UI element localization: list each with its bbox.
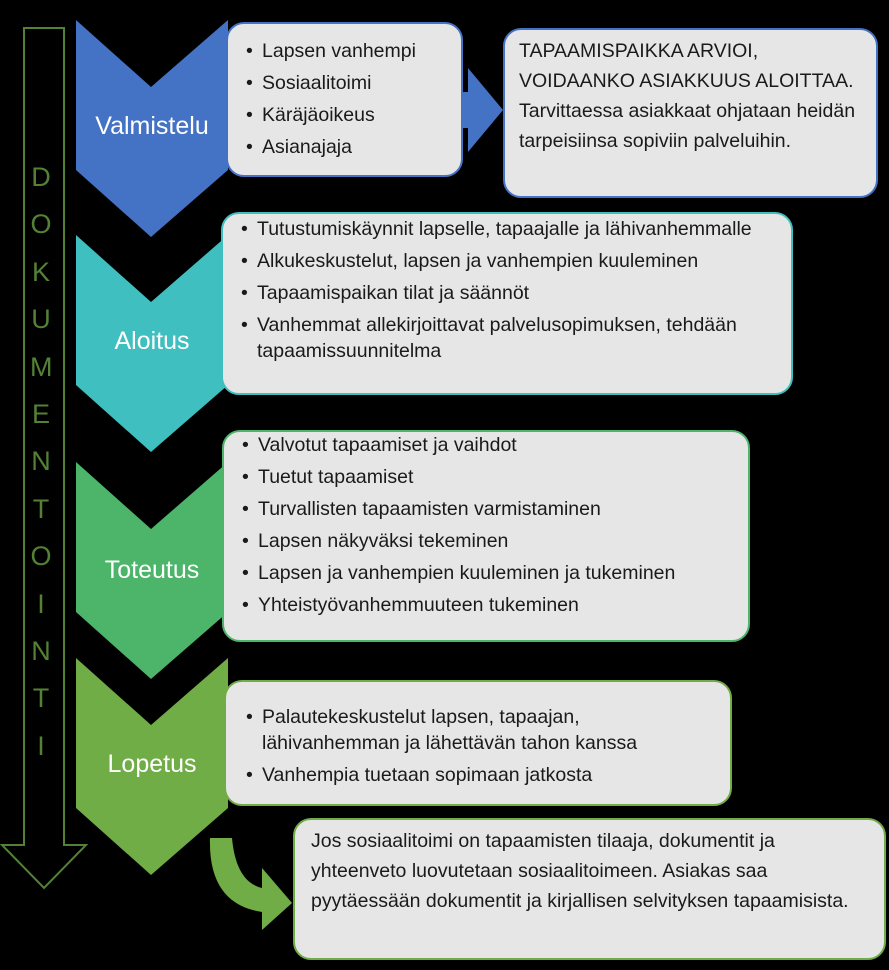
list-item: • Lapsen näkyväksi tekeminen	[236, 528, 736, 554]
stage-box-toteutus	[222, 430, 750, 642]
documentation-letter: U	[31, 304, 51, 335]
list-item: • Käräjäoikeus	[240, 102, 451, 128]
list-item: • Turvallisten tapaamisten varmistaminen	[236, 496, 736, 522]
documentation-letter: D	[31, 162, 51, 192]
list-item: • Alkukeskustelut, lapsen ja vanhempien kuuleminen	[235, 248, 779, 274]
list-item: • Lapsen ja vanhempien kuuleminen ja tukeminen	[236, 560, 736, 586]
list-item: • Vanhemmat allekirjoittavat palvelusopimuksen, tehdään tapaamissuunnitelma	[235, 312, 779, 364]
documentation-letter: O	[30, 541, 52, 572]
list-item: • Valvotut tapaamiset ja vaihdot	[236, 432, 736, 458]
curved-arrow-icon	[210, 838, 292, 930]
stage-box-valmistelu	[226, 22, 463, 177]
stage-label-lopetus: Lopetus	[107, 750, 197, 778]
list-item: • Sosiaalitoimi	[240, 70, 451, 96]
list-item: • Tutustumiskäynnit lapselle, tapaajalle ja lähivanhemmalle	[235, 216, 779, 242]
stage-label-aloitus: Aloitus	[114, 327, 190, 355]
stage-label-toteutus: Toteutus	[104, 556, 200, 584]
list-item: • Tuetut tapaamiset	[236, 464, 736, 490]
assessment-note: TAPAAMISPAIKKA ARVIOI, VOIDAANKO ASIAKKUUS ALOITTAA. Tarvittaessa asiakkaat ohjataan heidän tarpeisiinsa sopiviin palveluihin.	[503, 28, 878, 198]
list-item: • Lapsen vanhempi	[240, 38, 451, 64]
list-item: • Yhteistyövanhemmuuteen tukeminen	[236, 592, 736, 618]
documentation-letter: I	[37, 730, 45, 761]
documentation-letter: K	[31, 256, 50, 287]
list-item: • Tapaamispaikan tilat ja säännöt	[235, 280, 779, 306]
documentation-letter: E	[31, 399, 50, 429]
list-item: • Asianajaja	[240, 134, 451, 160]
final-note: Jos sosiaalitoimi on tapaamisten tilaaja, dokumentit ja yhteenveto luovutetaan sosiaalitoimeen. Asiakas saa pyytäessään dokumentit ja kirjallisen selvityksen tapaamisista.	[293, 818, 886, 960]
documentation-letter: N	[31, 636, 51, 666]
stage-label-valmistelu: Valmistelu	[95, 112, 209, 140]
stage-box-lopetus	[224, 680, 732, 806]
documentation-letter: I	[37, 588, 45, 619]
documentation-letter: M	[30, 351, 53, 382]
list-item: • Vanhempia tuetaan sopimaan jatkosta	[240, 762, 718, 788]
documentation-letter: O	[30, 209, 52, 240]
documentation-letter: T	[32, 493, 50, 524]
documentation-letter: N	[31, 446, 51, 477]
list-item: • Palautekeskustelut lapsen, tapaajan, lähivanhemman ja lähettävän tahon kanssa	[240, 704, 718, 756]
stage-box-aloitus	[221, 212, 793, 395]
documentation-letter: T	[32, 683, 50, 714]
